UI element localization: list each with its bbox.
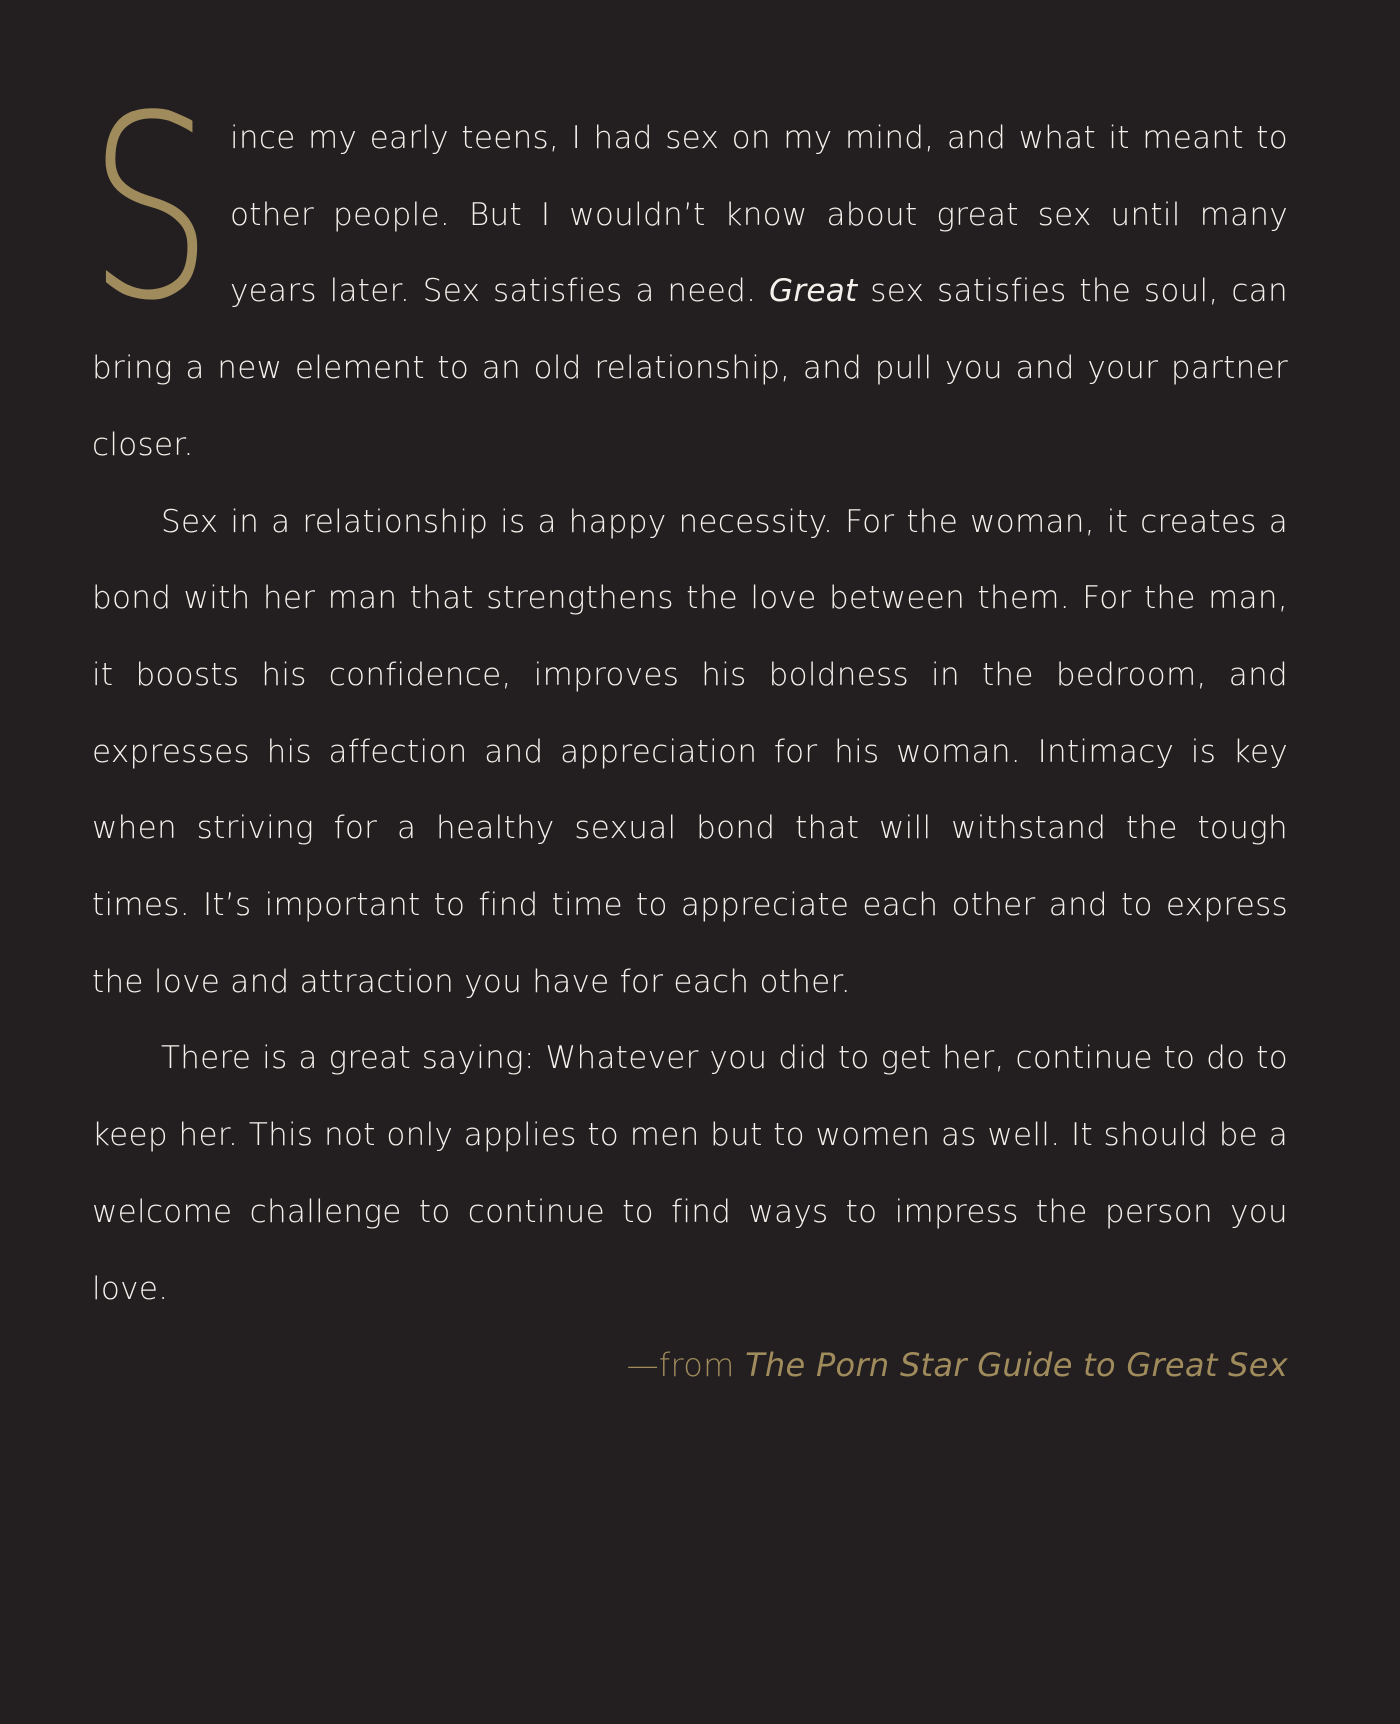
paragraph-1-italic: Great (769, 273, 858, 310)
paragraph-1-text-b: sex satisfies the soul, can bring a new element to an old relationship, and pull you and your partner closer. (92, 273, 1288, 463)
paragraph-3: There is a great saying: Whatever you did to get her, continue to do to keep her. This not only applies to men but to women as well. It should be a welcome challenge to continue to find ways to impress the person you love. (92, 1040, 1288, 1307)
attribution (92, 1327, 1288, 1403)
paragraph-1 (88, 61, 1288, 484)
paragraph-2: Sex in a relationship is a happy necessity. For the woman, it creates a bond with her man that strengthens the love between them. For the man, it boosts his confidence, improves his boldness in the bedroom, and expresses his affection and appreciation for his woman. Intimacy is key when striving for a healthy sexual bond that will withstand the tough times. It’s important to find time to appreciate each other and to express the love and attraction you have for each other. (92, 503, 1288, 1000)
paragraph-1-text-a: ince my early teens, I had sex on my mind, and what it meant to other people. But I wouldn’t know about great sex until many years later. Sex satisfies a need. (230, 120, 1288, 310)
book-excerpt (88, 61, 1288, 1403)
attribution-book-title: The Porn Star Guide to Great Sex (745, 1346, 1288, 1385)
drop-cap: S (88, 61, 214, 356)
attribution-prefix: —from (626, 1346, 746, 1385)
